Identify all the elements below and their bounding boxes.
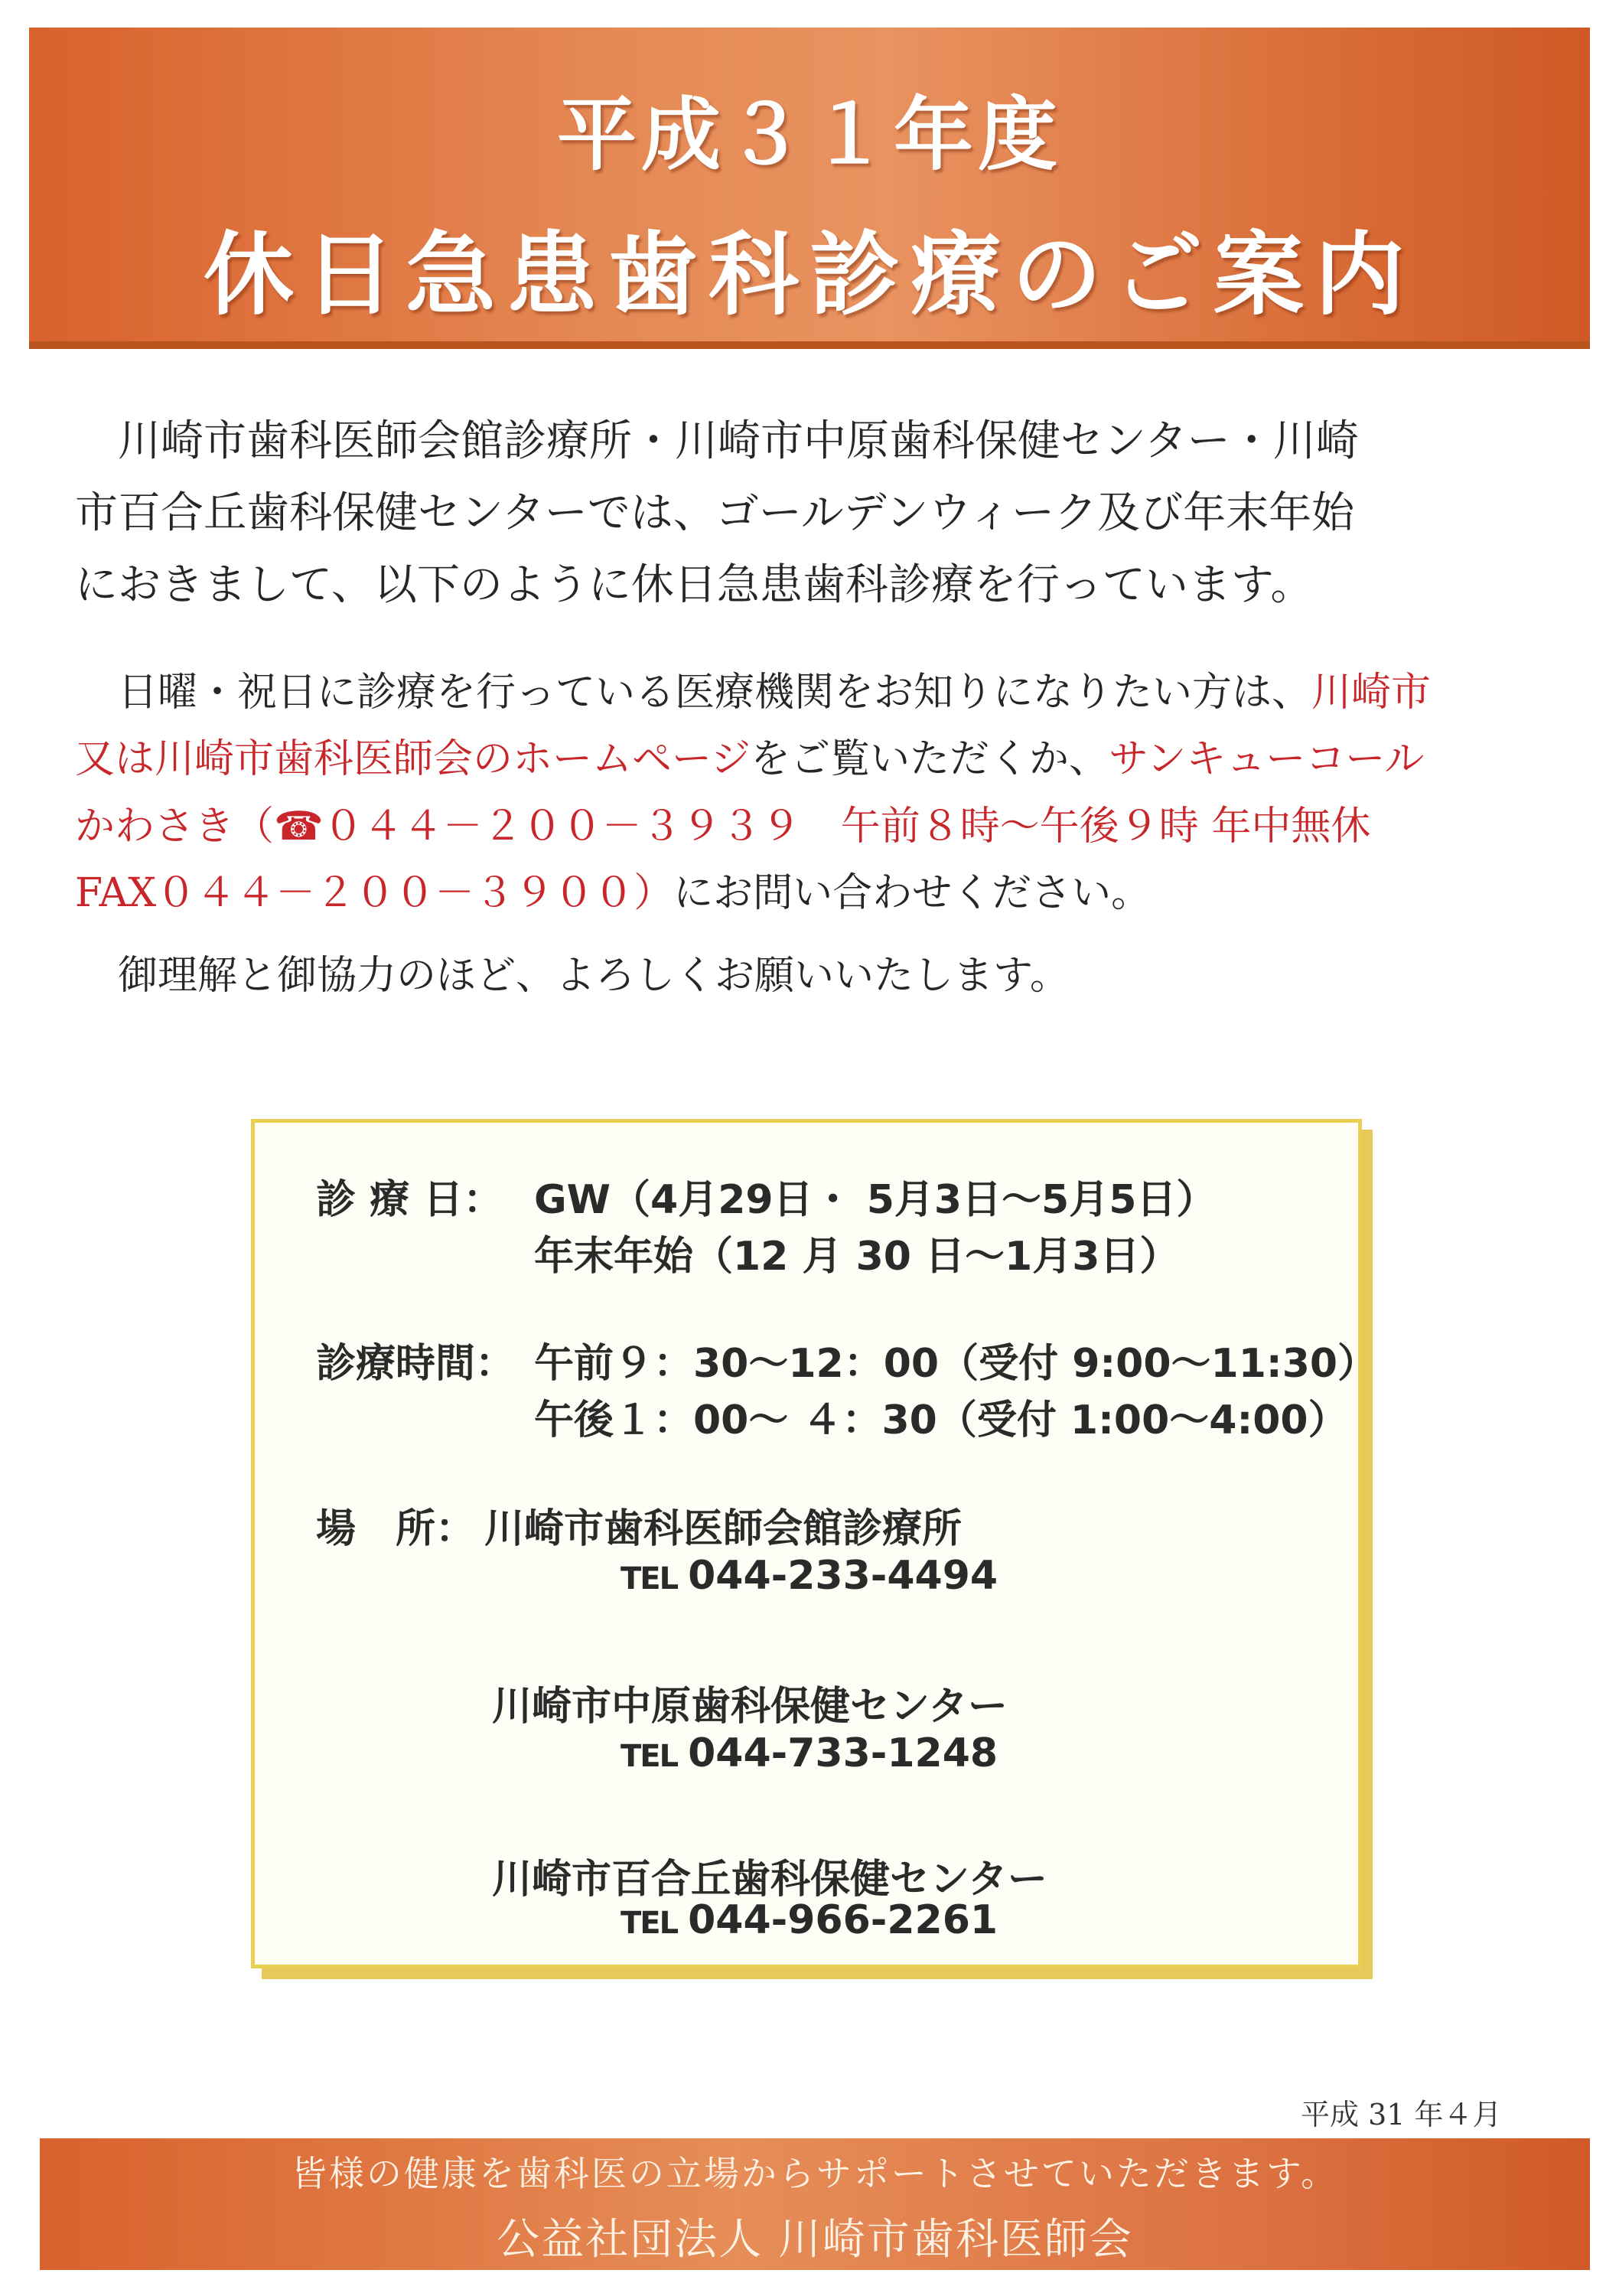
place-tel-1 <box>621 1553 998 1599</box>
title-banner <box>29 28 1590 349</box>
intro-line-2: 市百合丘歯科保健センターでは、ゴールデンウィーク及び年末年始 <box>75 488 1355 539</box>
days-gw: GW（4月29日・ 5月3日～5月5日） <box>534 1177 1217 1223</box>
place-tel-3 <box>621 1897 998 1943</box>
closing-text: 御理解と御協力のほど、よろしくお願いいたします。 <box>118 953 1070 999</box>
call-center-fax: FAX０４４－２００－３９００） <box>75 870 674 917</box>
hours-am: 午前９：30～12：00（受付 9:00～11:30） <box>534 1341 1378 1387</box>
title-year: 平成３１年度 <box>556 88 1062 181</box>
tel-label: TEL <box>621 1906 678 1941</box>
place-name-1: 川崎市歯科医師会館診療所 <box>484 1506 963 1552</box>
thankyou-call-label: サンキューコール <box>1108 736 1425 783</box>
place-label: 場 所： <box>316 1506 476 1552</box>
days-newyear: 年末年始（12 月 30 日～1月3日） <box>534 1234 1180 1280</box>
phone-icon: ☎ <box>274 803 324 850</box>
contact-text: にお問い合わせください。 <box>673 870 1152 917</box>
intro-line-3: におきまして、以下のように休日急患歯科診療を行っています。 <box>75 560 1314 611</box>
intro-paragraph <box>75 406 1552 621</box>
contact-line-4 <box>75 860 1552 927</box>
place-name-2: 川崎市中原歯科保健センター <box>492 1684 1008 1730</box>
call-center-phone: ０４４－２００－３９３９ 午前８時～午後９時 年中無休 <box>323 803 1371 850</box>
footer-banner <box>40 2138 1590 2270</box>
call-center-name: かわさき（ <box>75 803 275 850</box>
page-title: 休日急患歯科診療のご案内 <box>203 222 1415 328</box>
tel-number[interactable]: 044-733-1248 <box>688 1730 998 1776</box>
tel-number[interactable]: 044-233-4494 <box>688 1553 998 1599</box>
place-tel-2 <box>621 1730 998 1776</box>
schedule-box <box>251 1119 1378 1968</box>
contact-paragraph <box>75 660 1552 927</box>
tel-label: TEL <box>621 1739 678 1774</box>
tel-label: TEL <box>621 1561 678 1596</box>
issue-date: 平成 31 年４月 <box>1301 2098 1502 2131</box>
contact-text: をご覧いただくか、 <box>750 736 1109 783</box>
hours-pm: 午後１：00～ ４：30（受付 1:00～4:00） <box>534 1397 1348 1443</box>
days-label: 診 療 日： <box>316 1177 503 1223</box>
contact-line-3 <box>75 794 1552 860</box>
contact-line-2 <box>75 726 1552 793</box>
contact-text: 日曜・祝日に診療を行っている医療機関をお知りになりたい方は、 <box>118 670 1312 716</box>
footer-slogan: 皆様の健康を歯科医の立場からサポートさせていただきます。 <box>291 2153 1339 2194</box>
contact-line-1 <box>75 660 1552 726</box>
closing-paragraph <box>75 943 1552 1009</box>
homepage-link[interactable]: 又は川崎市歯科医師会のホームページ <box>75 736 751 783</box>
footer-organization: 公益社団法人 川崎市歯科医師会 <box>497 2215 1133 2265</box>
city-link[interactable]: 川崎市 <box>1311 670 1432 716</box>
hours-label: 診療時間： <box>316 1341 516 1387</box>
intro-line-1: 川崎市歯科医師会館診療所・川崎市中原歯科保健センター・川崎 <box>118 416 1359 466</box>
tel-number[interactable]: 044-966-2261 <box>688 1897 998 1943</box>
place-name-3: 川崎市百合丘歯科保健センター <box>492 1857 1047 1903</box>
